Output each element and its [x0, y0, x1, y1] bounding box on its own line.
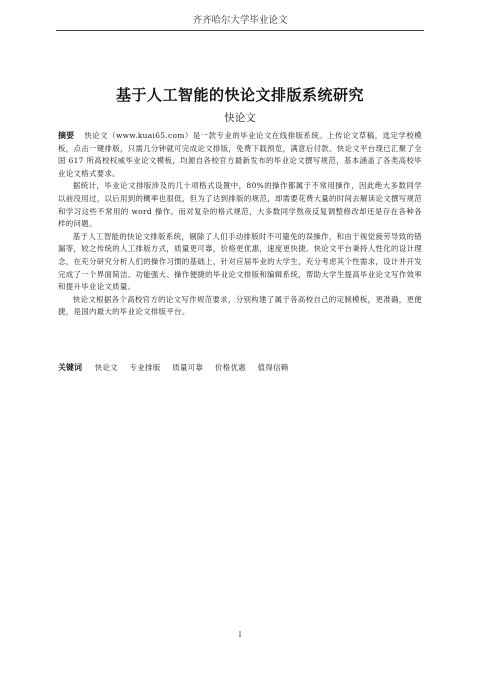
- page-number: I: [238, 631, 242, 639]
- keywords-label: 关键词: [58, 363, 82, 372]
- abstract-paragraph-1: [58, 130, 422, 180]
- paper-author: 快论文: [224, 112, 256, 124]
- abstract-section: [58, 130, 422, 319]
- running-header: 齐齐哈尔大学毕业论文: [56, 12, 424, 31]
- keyword-item: 质量可靠: [172, 363, 204, 372]
- abstract-label: 摘要: [58, 131, 75, 140]
- abstract-paragraph-2: 据统计，毕业论文排版涉及的几十项格式设置中，80%的操作都属于不常用操作，因此绝大多数同学以前没用过，以后用到的概率也很低，但为了达到排版的规范，却需要花费大量的时间去解读论文撰写规范和学习这些不常用的 word 操作。而对复杂的格式规范，大多数同学熬夜反复调整修改却还是存在各种各样的问题。: [58, 181, 422, 229]
- abstract-paragraph-3: 基于人工智能的快论文排版系统，剔除了人们手动排版时不可避免的误操作，和由于视觉疲劳导致的错漏等，较之传统的人工排版方式，质量更可靠，价格更优惠，速度更快捷。快论文平台秉持人性化的设计理念，在充分研究分析人们的操作习惯的基础上，针对应届毕业的大学生，充分考虑其个性需求，设计并开发完成了一个界面简洁、功能强大、操作便捷的毕业论文排版和编辑系统，帮助大学生提高毕业论文写作效率和提升毕业论文质量。: [58, 231, 422, 292]
- keyword-item: 快论文: [94, 363, 118, 372]
- keyword-item: 值得信赖: [257, 363, 289, 372]
- keyword-item: 价格优惠: [214, 363, 246, 372]
- keywords-section: [58, 362, 422, 374]
- abstract-paragraph-4: 快论文根据各个高校官方的论文写作规范要求，分别构建了属于各高校自己的定制模板，更准确，更便捷，是国内最大的毕业论文排版平台。: [58, 294, 422, 317]
- paper-title: 基于人工智能的快论文排版系统研究: [115, 86, 364, 104]
- keyword-item: 专业排版: [129, 363, 161, 372]
- abstract-text-1: 快论文（www.kuai65.com）是一款专业的毕业论文在线排版系统。上传论文草稿，选定学校模板，点击一键排版，只需几分钟就可完成论文排版，免费下载预览，满意后付款。快论文平台现已汇聚了全国 617 所高校权威毕业论文模板，均源自各校官方最新发布的毕业论文撰写规范，基本涵盖了各类高校毕业论文格式要求。: [58, 131, 422, 178]
